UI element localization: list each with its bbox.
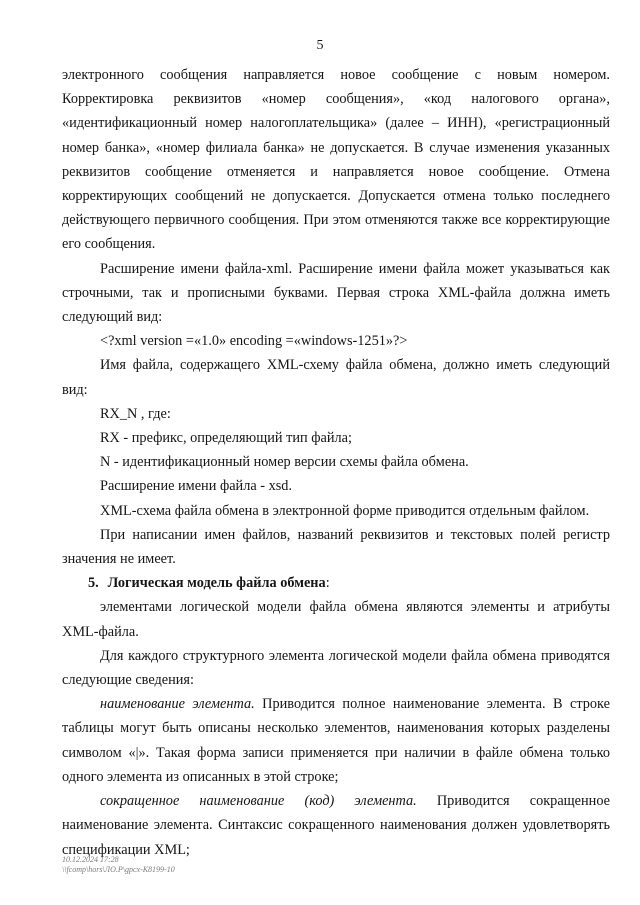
paragraph-logical-model-elements: элементами логической модели файла обмена являются элементы и атрибуты XML-файла. [62,599,610,640]
version-definition: N - идентификационный номер версии схемы файла обмена. [100,454,469,471]
footer-file-path: \\fcomp\hors\ЛО.Р\gpcx-К8199-10 [62,865,175,874]
definition-text: Приводится полное наименование элемента. В строке таблицы могут быть описаны несколько элементов, наименования которых разделены символом «|». Такая форма записи применяется при наличии в файле обмена только одного элемента из описанных в этой строке; [62,696,610,785]
schema-name-pattern: RX_N , где: [100,405,171,422]
page-number: 5 [316,38,324,53]
definition-term: сокращенное наименование (код) элемента. [100,793,417,810]
footer-stamp [62,855,175,875]
document-body [62,63,610,862]
paragraph-schema-file-name: Имя файла, содержащего XML-схему файла обмена, должно иметь следующий вид: [62,357,610,398]
footer-timestamp: 10.12.2024 17:28 [62,855,119,864]
paragraph-case-insensitive: При написании имен файлов, названий реквизитов и текстовых полей регистр значения не имеет. [62,526,610,568]
xsd-extension-line: Расширение имени файла - xsd. [100,478,293,495]
paragraph-xml-extension: Расширение имени файла-xml. Расширение имени файла может указываться как строчными, так и прописными буквами. Первая строка XML-файла должна иметь следующий вид: [62,260,610,326]
section-heading [62,571,610,595]
section-colon: : [325,575,330,592]
paragraph-correction-rules: электронного сообщения направляется новое сообщение с новым номером. Корректировка реквизитов «номер сообщения», «код налогового органа», «идентификационный номер налогоплательщика» (далее – ИНН), «регистрационный номер банка», «номер филиала банка» не допускается. В случае изменения указанных реквизитов сообщение отменяется и направляется новое сообщение. Отмена корректирующих сообщений не допускается. Допускается отмена только последнего действующего первичного сообщения. При этом отменяются также все корректирующие его сообщения. [62,67,610,253]
xml-declaration-line: <?xml version =«1.0» encoding =«windows-1251»?> [100,333,408,350]
prefix-definition: RX - префикс, определяющий тип файла; [100,430,352,447]
schema-separate-file-line: XML-схема файла обмена в электронной форме приводится отдельным файлом. [100,502,590,519]
paragraph-element-info: Для каждого структурного элемента логической модели файла обмена приводятся следующие сведения: [62,647,610,689]
section-number: 5. [88,575,99,592]
section-title: Логическая модель файла обмена [107,575,326,592]
definition-text: Приводится сокращенное наименование элемента. Синтаксис сокращенного наименования должен удовлетворять спецификации XML; [62,793,610,858]
definition-element-code [62,789,610,862]
definition-term: наименование элемента. [100,696,255,713]
definition-element-name [62,692,610,789]
